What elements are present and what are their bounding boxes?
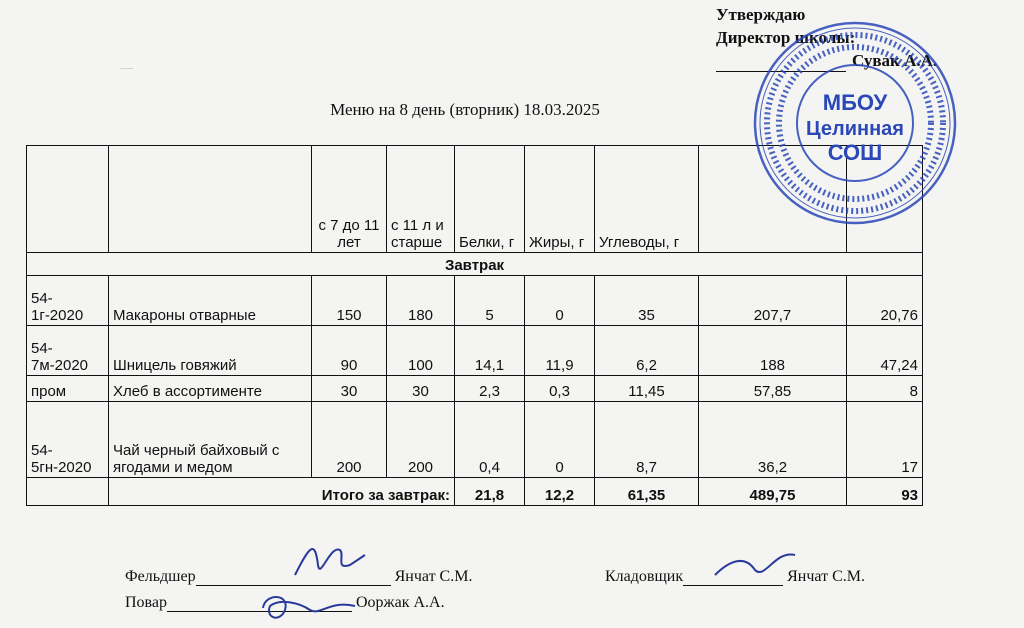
carbs: 11,45 bbox=[595, 376, 699, 402]
dish-name: Шницель говяжий bbox=[109, 326, 312, 376]
page-title: Меню на 8 день (вторник) 18.03.2025 bbox=[330, 100, 600, 119]
director-name: Сувак А.А. bbox=[852, 51, 938, 70]
total-row bbox=[27, 478, 923, 506]
storekeeper-signature-scribble bbox=[710, 545, 800, 585]
header-carbs: Углеводы, г bbox=[595, 146, 699, 253]
protein: 0,4 bbox=[455, 402, 525, 478]
total-protein: 21,8 bbox=[455, 478, 525, 506]
dish-name: Хлеб в ассортименте bbox=[109, 376, 312, 402]
dish-code: 54-7м-2020 bbox=[27, 326, 109, 376]
table-row bbox=[27, 402, 923, 478]
total-carbs: 61,35 bbox=[595, 478, 699, 506]
fat: 0,3 bbox=[525, 376, 595, 402]
header-mass-11-plus: с 11 л и старше bbox=[387, 146, 455, 253]
table-row bbox=[27, 376, 923, 402]
total-empty bbox=[27, 478, 109, 506]
dish-code: 54-5гн-2020 bbox=[27, 402, 109, 478]
mass-7-11: 150 bbox=[312, 276, 387, 326]
table-row bbox=[27, 276, 923, 326]
price: 20,76 bbox=[847, 276, 923, 326]
energy: 36,2 bbox=[699, 402, 847, 478]
energy: 207,7 bbox=[699, 276, 847, 326]
carbs: 35 bbox=[595, 276, 699, 326]
header-code bbox=[27, 146, 109, 253]
protein: 2,3 bbox=[455, 376, 525, 402]
section-title: Завтрак bbox=[27, 253, 923, 276]
dish-name: Макароны отварные bbox=[109, 276, 312, 326]
storekeeper-role: Кладовщик bbox=[605, 568, 684, 585]
mass-11-plus: 100 bbox=[387, 326, 455, 376]
section-row bbox=[27, 253, 923, 276]
approval-line2: Директор школы: bbox=[716, 28, 856, 47]
carbs: 6,2 bbox=[595, 326, 699, 376]
stamp-text-3: СОШ bbox=[827, 140, 883, 165]
cook-role: Повар bbox=[125, 594, 167, 611]
storekeeper-name: Янчат С.М. bbox=[787, 568, 865, 585]
cook-name: Ооржак А.А. bbox=[356, 594, 445, 611]
total-fat: 12,2 bbox=[525, 478, 595, 506]
price: 8 bbox=[847, 376, 923, 402]
mass-7-11: 30 bbox=[312, 376, 387, 402]
school-stamp bbox=[752, 20, 958, 226]
medic-name: Янчат С.М. bbox=[394, 568, 473, 585]
mass-7-11: 90 bbox=[312, 326, 387, 376]
cook-signature-scribble bbox=[255, 588, 360, 626]
stamp-text-1: МБОУ bbox=[822, 90, 888, 115]
dish-code: 54-1г-2020 bbox=[27, 276, 109, 326]
stamp-text-2: Целинная bbox=[806, 118, 904, 140]
protein: 14,1 bbox=[455, 326, 525, 376]
mass-7-11: 200 bbox=[312, 402, 387, 478]
fat: 0 bbox=[525, 402, 595, 478]
header-fat: Жиры, г bbox=[525, 146, 595, 253]
protein: 5 bbox=[455, 276, 525, 326]
price: 17 bbox=[847, 402, 923, 478]
header-protein: Белки, г bbox=[455, 146, 525, 253]
header-mass-7-11: с 7 до 11 лет bbox=[312, 146, 387, 253]
table-row bbox=[27, 326, 923, 376]
ghost-text: — bbox=[120, 60, 133, 75]
fat: 0 bbox=[525, 276, 595, 326]
mass-11-plus: 30 bbox=[387, 376, 455, 402]
energy: 57,85 bbox=[699, 376, 847, 402]
price: 47,24 bbox=[847, 326, 923, 376]
dish-name: Чай черный байховый с ягодами и медом bbox=[109, 402, 312, 478]
mass-11-plus: 200 bbox=[387, 402, 455, 478]
energy: 188 bbox=[699, 326, 847, 376]
total-label: Итого за завтрак: bbox=[109, 478, 455, 506]
approval-line1: Утверждаю bbox=[716, 5, 806, 24]
dish-code: пром bbox=[27, 376, 109, 402]
total-energy: 489,75 bbox=[699, 478, 847, 506]
medic-signature-scribble bbox=[290, 535, 370, 585]
medic-role: Фельдшер bbox=[125, 568, 196, 585]
total-price: 93 bbox=[847, 478, 923, 506]
mass-11-plus: 180 bbox=[387, 276, 455, 326]
carbs: 8,7 bbox=[595, 402, 699, 478]
fat: 11,9 bbox=[525, 326, 595, 376]
header-name bbox=[109, 146, 312, 253]
